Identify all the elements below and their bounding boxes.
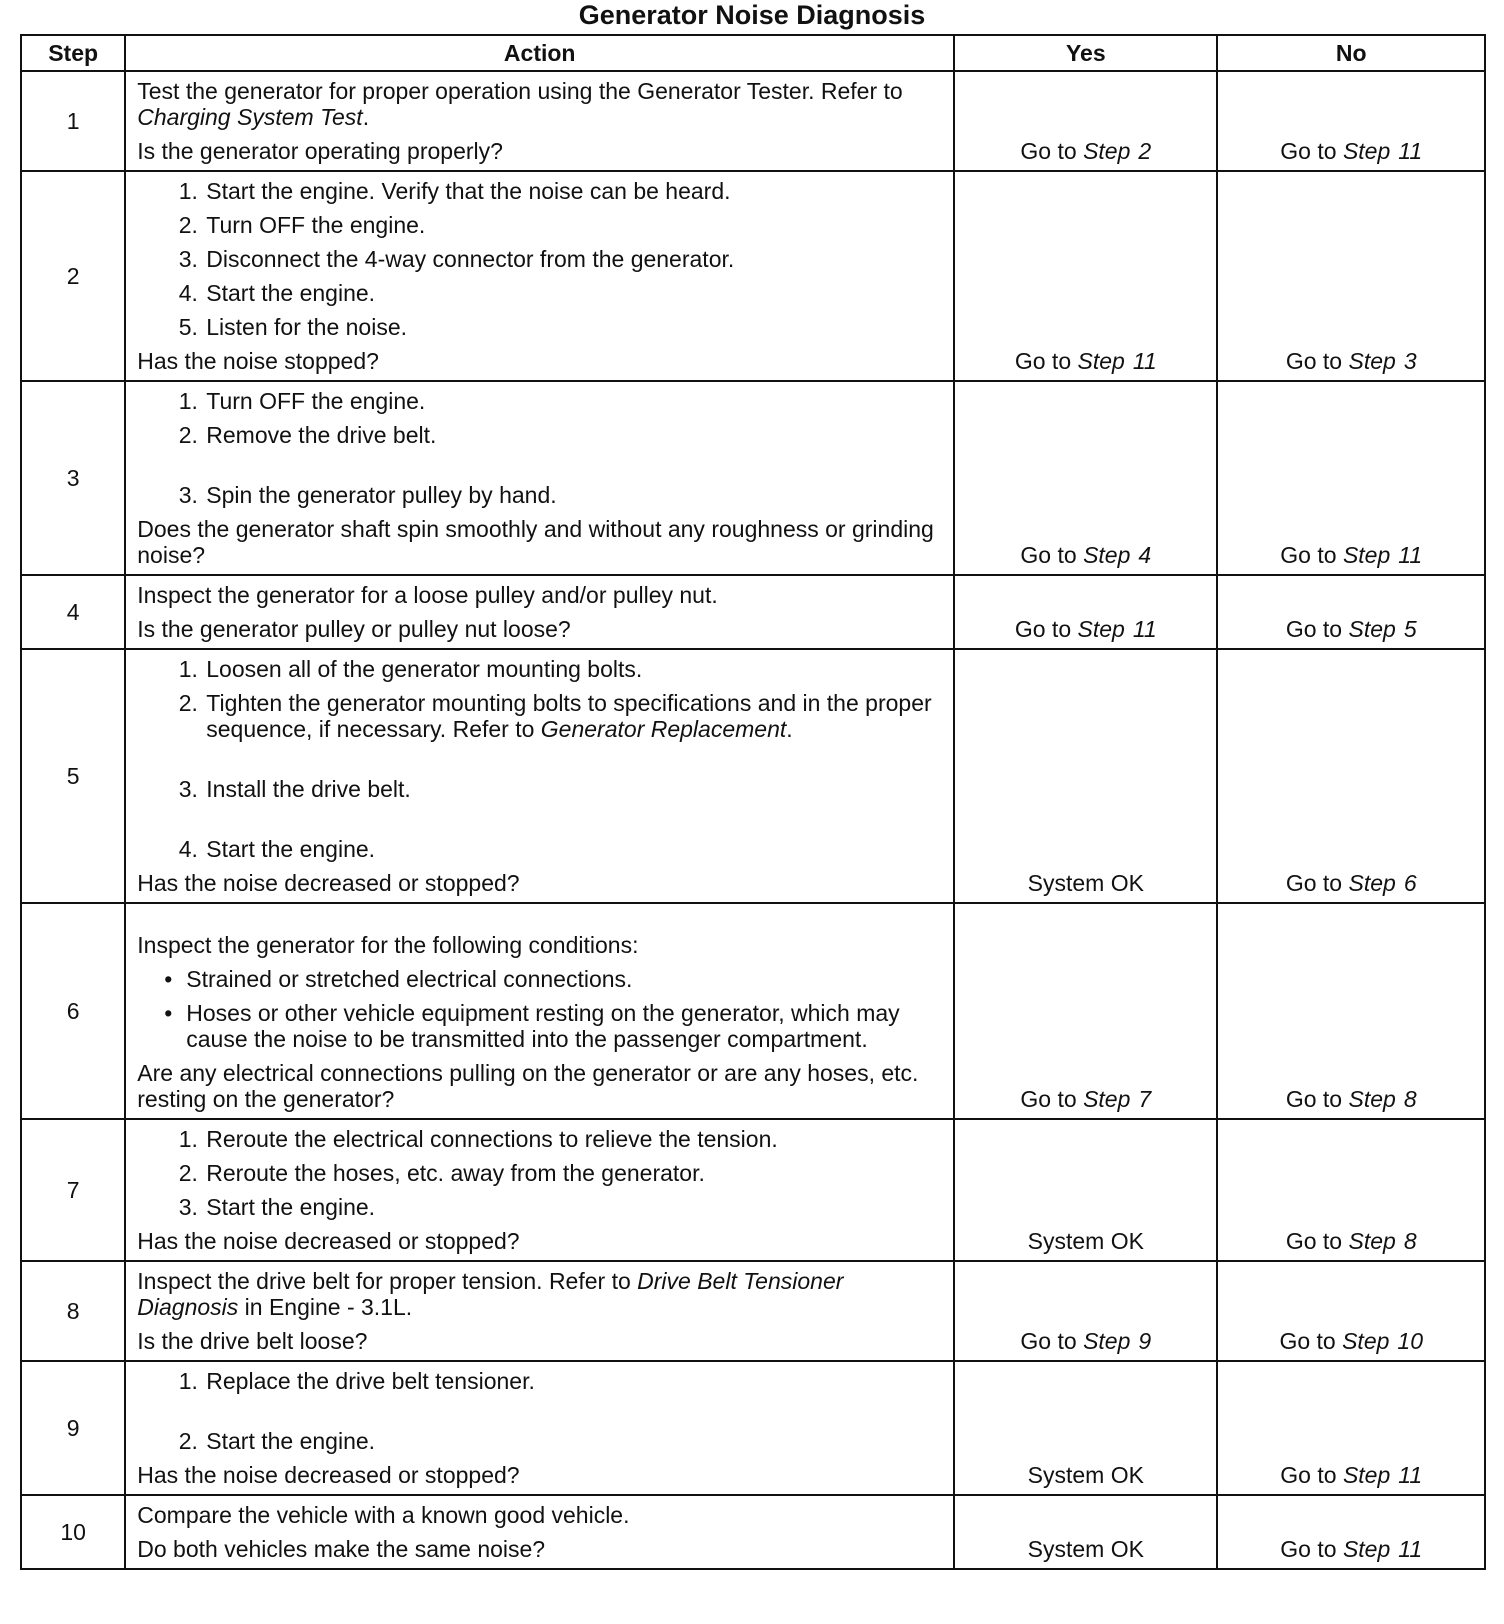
step-ref-number: 2 — [1138, 138, 1152, 164]
table-row — [21, 575, 1485, 649]
yes-result — [954, 1495, 1217, 1569]
table-row — [21, 903, 1485, 1119]
step-number: 6 — [21, 903, 125, 1119]
diagnosis-table — [20, 34, 1486, 1570]
numbered-list — [137, 388, 937, 508]
no-result — [1217, 1361, 1485, 1495]
no-result — [1217, 1119, 1485, 1261]
no-result — [1217, 381, 1485, 575]
result-text: System OK — [1027, 1536, 1144, 1562]
text-segment: Turn OFF the engine. — [206, 212, 426, 238]
list-item — [204, 212, 937, 238]
question-text: Has the noise decreased or stopped? — [137, 1228, 520, 1254]
step-number: 5 — [21, 649, 125, 903]
numbered-list — [137, 178, 937, 340]
text-segment: Start the engine. — [206, 280, 376, 306]
step-ref: Step — [1342, 1328, 1390, 1354]
question-text: Is the generator pulley or pulley nut loose? — [137, 616, 571, 642]
result-text: Go to — [1020, 542, 1077, 568]
question-text: Does the generator shaft spin smoothly and without any roughness or grinding noise? — [137, 516, 934, 568]
yes-result — [954, 71, 1217, 171]
step-ref: Step — [1342, 1536, 1391, 1562]
table-row — [21, 1261, 1485, 1361]
text-segment: Reroute the hoses, etc. away from the generator. — [206, 1160, 705, 1186]
step-ref: Step — [1342, 138, 1391, 164]
text-segment: Start the engine. — [206, 1428, 376, 1454]
result-text: Go to — [1020, 1328, 1077, 1354]
result-text: System OK — [1027, 870, 1144, 896]
step-ref: Step — [1348, 616, 1396, 642]
action-cell — [125, 1361, 954, 1495]
action-cell — [125, 649, 954, 903]
text-segment: Inspect the drive belt for proper tension. Refer to — [137, 1268, 638, 1294]
step-number: 10 — [21, 1495, 125, 1569]
text-segment: Disconnect the 4-way connector from the generator. — [206, 246, 735, 272]
question-text: Are any electrical connections pulling on the generator or are any hoses, etc. resting on the generator? — [137, 1060, 919, 1112]
step-ref: Step — [1083, 1328, 1131, 1354]
step-number: 4 — [21, 575, 125, 649]
text-segment: Start the engine. Verify that the noise can be heard. — [206, 178, 731, 204]
text-segment: Strained or stretched electrical connections. — [186, 966, 633, 992]
step-ref-number: 4 — [1138, 542, 1152, 568]
no-result — [1217, 575, 1485, 649]
table-row — [21, 381, 1485, 575]
step-ref: Step — [1348, 1086, 1396, 1112]
result-text: Go to — [1020, 138, 1077, 164]
table-header — [21, 35, 1485, 71]
list-item — [204, 776, 937, 802]
text-segment: Test the generator for proper operation using the Generator Tester. Refer to — [137, 78, 903, 104]
question-text: Has the noise decreased or stopped? — [137, 870, 520, 896]
text-segment: . — [786, 716, 793, 742]
step-ref-number: 9 — [1138, 1328, 1152, 1354]
step-ref-number: 7 — [1138, 1086, 1152, 1112]
text-segment: Compare the vehicle with a known good vehicle. — [137, 1502, 630, 1528]
table-row — [21, 1361, 1485, 1495]
step-ref: Step — [1077, 348, 1125, 374]
step-ref-number: 8 — [1403, 1228, 1417, 1254]
question-text: Has the noise stopped? — [137, 348, 379, 374]
no-result — [1217, 1261, 1485, 1361]
bullet-list — [137, 966, 937, 1052]
yes-result — [954, 171, 1217, 381]
list-item — [204, 1368, 937, 1394]
table-row — [21, 649, 1485, 903]
list-item — [204, 178, 937, 204]
action-cell — [125, 171, 954, 381]
yes-result — [954, 903, 1217, 1119]
result-text: System OK — [1027, 1228, 1144, 1254]
yes-result — [954, 649, 1217, 903]
text-segment: Hoses or other vehicle equipment resting on the generator, which may cause the noise to be transmitted into the passenger compartment. — [186, 1000, 900, 1052]
action-text — [137, 582, 937, 608]
list-item — [204, 422, 937, 448]
step-number: 8 — [21, 1261, 125, 1361]
text-segment: Spin the generator pulley by hand. — [206, 482, 557, 508]
text-segment: in Engine - 3.1L. — [238, 1294, 413, 1320]
text-segment: . — [362, 104, 370, 130]
header-action: Action — [125, 35, 954, 71]
text-segment: Loosen all of the generator mounting bolts. — [206, 656, 643, 682]
list-item — [204, 1126, 937, 1152]
no-result — [1217, 71, 1485, 171]
action-cell — [125, 71, 954, 171]
step-ref: Step — [1083, 542, 1131, 568]
text-segment: Remove the drive belt. — [206, 422, 437, 448]
list-item — [204, 1160, 937, 1186]
step-number: 7 — [21, 1119, 125, 1261]
step-ref-number: 11 — [1398, 542, 1423, 568]
action-cell — [125, 903, 954, 1119]
result-text: Go to — [1014, 616, 1072, 642]
result-text: System OK — [1027, 1462, 1144, 1488]
bullet-item — [186, 966, 937, 992]
step-ref-number: 8 — [1403, 1086, 1417, 1112]
reference-text: Charging System Test — [137, 104, 363, 130]
action-cell — [125, 381, 954, 575]
question-text: Has the noise decreased or stopped? — [137, 1462, 520, 1488]
action-text — [137, 1268, 937, 1320]
step-number: 1 — [21, 71, 125, 171]
list-item — [204, 314, 937, 340]
text-segment: Inspect the generator for a loose pulley and/or pulley nut. — [137, 582, 718, 608]
step-number: 2 — [21, 171, 125, 381]
list-item — [204, 836, 937, 862]
step-ref-number: 3 — [1403, 348, 1417, 374]
result-text: Go to — [1285, 1086, 1343, 1112]
no-result — [1217, 1495, 1485, 1569]
result-text: Go to — [1020, 1086, 1077, 1112]
numbered-list — [137, 656, 937, 862]
reference-text: Drive Belt Tensioner Diagnosis — [137, 1268, 844, 1320]
result-text: Go to — [1014, 348, 1072, 374]
list-item — [204, 388, 937, 414]
question-text: Do both vehicles make the same noise? — [137, 1536, 546, 1562]
list-item — [204, 1428, 937, 1454]
action-cell — [125, 1495, 954, 1569]
action-text — [137, 78, 937, 130]
list-item — [204, 280, 937, 306]
step-number: 3 — [21, 381, 125, 575]
header-row — [21, 35, 1485, 71]
no-result — [1217, 171, 1485, 381]
table-row — [21, 1119, 1485, 1261]
step-ref-number: 6 — [1403, 870, 1417, 896]
yes-result — [954, 575, 1217, 649]
text-segment: Replace the drive belt tensioner. — [206, 1368, 535, 1394]
result-text: Go to — [1279, 1328, 1336, 1354]
yes-result — [954, 1361, 1217, 1495]
list-item — [204, 246, 937, 272]
action-text — [137, 932, 937, 958]
result-text: Go to — [1285, 870, 1343, 896]
action-cell — [125, 1119, 954, 1261]
table-row — [21, 1495, 1485, 1569]
table-row — [21, 71, 1485, 171]
text-segment: Install the drive belt. — [206, 776, 411, 802]
step-ref: Step — [1083, 1086, 1131, 1112]
step-ref: Step — [1348, 1228, 1396, 1254]
step-ref: Step — [1342, 542, 1391, 568]
list-item — [204, 482, 937, 508]
text-segment: Reroute the electrical connections to relieve the tension. — [206, 1126, 778, 1152]
no-result — [1217, 649, 1485, 903]
result-text: Go to — [1280, 1462, 1337, 1488]
step-ref-number: 11 — [1398, 1462, 1423, 1488]
no-result — [1217, 903, 1485, 1119]
list-item — [204, 656, 937, 682]
step-ref-number: 11 — [1132, 348, 1157, 374]
action-text — [137, 1502, 937, 1528]
text-segment: Start the engine. — [206, 1194, 376, 1220]
header-step: Step — [21, 35, 125, 71]
table-row — [21, 171, 1485, 381]
header-yes: Yes — [954, 35, 1217, 71]
question-text: Is the generator operating properly? — [137, 138, 503, 164]
yes-result — [954, 1119, 1217, 1261]
result-text: Go to — [1280, 1536, 1337, 1562]
text-segment: Start the engine. — [206, 836, 376, 862]
table-body — [21, 71, 1485, 1569]
step-ref: Step — [1348, 870, 1396, 896]
yes-result — [954, 381, 1217, 575]
yes-result — [954, 1261, 1217, 1361]
text-segment: Tighten the generator mounting bolts to specifications and in the proper sequence, if necessary. Refer to — [206, 690, 932, 742]
step-ref-number: 11 — [1132, 616, 1157, 642]
result-text: Go to — [1280, 542, 1337, 568]
page-title: Generator Noise Diagnosis — [578, 0, 926, 30]
step-ref-number: 11 — [1398, 138, 1423, 164]
step-ref-number: 5 — [1403, 616, 1417, 642]
text-segment: Listen for the noise. — [206, 314, 407, 340]
header-no: No — [1217, 35, 1485, 71]
step-ref-number: 10 — [1397, 1328, 1424, 1354]
result-text: Go to — [1285, 348, 1343, 374]
result-text: Go to — [1280, 138, 1337, 164]
question-text: Is the drive belt loose? — [137, 1328, 368, 1354]
result-text: Go to — [1285, 1228, 1343, 1254]
bullet-item — [186, 1000, 937, 1052]
step-number: 9 — [21, 1361, 125, 1495]
numbered-list — [137, 1126, 937, 1220]
step-ref-number: 11 — [1398, 1536, 1423, 1562]
numbered-list — [137, 1368, 937, 1454]
action-cell — [125, 1261, 954, 1361]
step-ref: Step — [1083, 138, 1131, 164]
reference-text: Generator Replacement — [540, 716, 787, 742]
step-ref: Step — [1348, 348, 1396, 374]
list-item — [204, 1194, 937, 1220]
result-text: Go to — [1285, 616, 1343, 642]
step-ref: Step — [1077, 616, 1125, 642]
text-segment: Inspect the generator for the following conditions: — [137, 932, 639, 958]
action-cell — [125, 575, 954, 649]
list-item — [204, 690, 937, 742]
step-ref: Step — [1342, 1462, 1391, 1488]
text-segment: Turn OFF the engine. — [206, 388, 426, 414]
